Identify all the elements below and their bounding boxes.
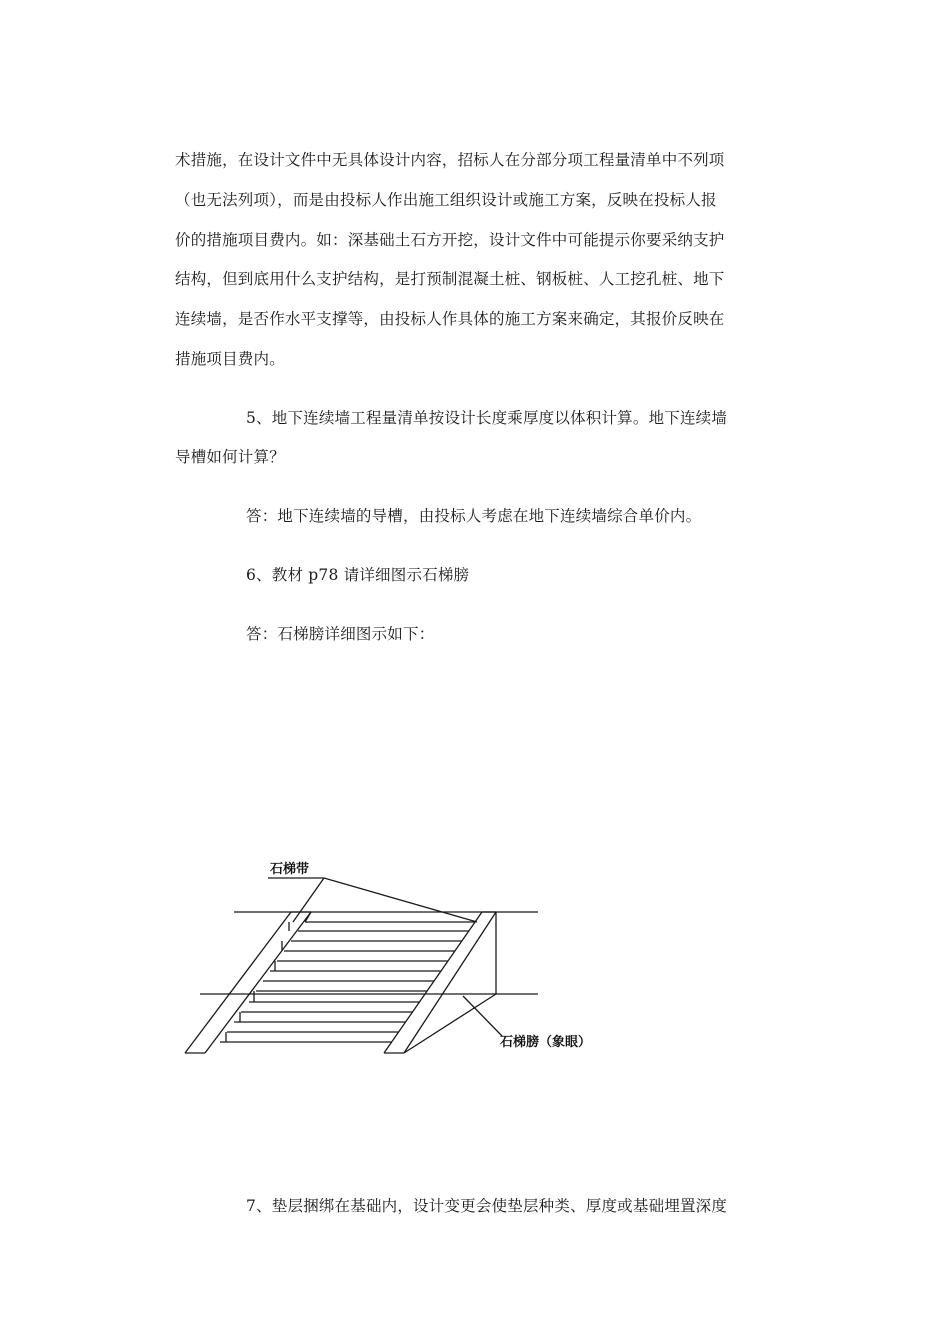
answer-line: 答：地下连续墙的导槽，由投标人考虑在地下连续墙综合单价内。 xyxy=(246,507,702,525)
text-line: （也无法列项），而是由投标人作出施工组织设计或施工方案，反映在投标人报 xyxy=(175,191,717,209)
question-line: 5、地下连续墙工程量清单按设计长度乘厚度以体积计算。地下连续墙 xyxy=(246,409,728,427)
figure-label-stair-flank: 石梯膀（象眼） xyxy=(500,1035,592,1050)
figure-label-stair-band: 石梯带 xyxy=(270,862,310,877)
text-line: 术措施，在设计文件中无具体设计内容，招标人在分部分项工程量清单中不列项 xyxy=(175,151,725,169)
text-line: 结构，但到底用什么支护结构，是打预制混凝土桩、钢板桩、人工挖孔桩、地下 xyxy=(175,270,725,288)
question-line: 导槽如何计算？ xyxy=(175,448,285,466)
answer-line: 答：石梯膀详细图示如下： xyxy=(246,625,435,643)
text-line: 措施项目费内。 xyxy=(175,350,285,368)
question-line: 6、教材 p78 请详细图示石梯膀 xyxy=(246,566,470,584)
text-line: 价的措施项目费内。如：深基础土石方开挖，设计文件中可能提示你要采纳支护 xyxy=(175,231,725,249)
text-line: 连续墙，是否作水平支撑等，由投标人作具体的施工方案来确定，其报价反映在 xyxy=(175,310,725,328)
question-line: 7、垫层捆绑在基础内，设计变更会使垫层种类、厚度或基础埋置深度 xyxy=(246,1197,728,1215)
